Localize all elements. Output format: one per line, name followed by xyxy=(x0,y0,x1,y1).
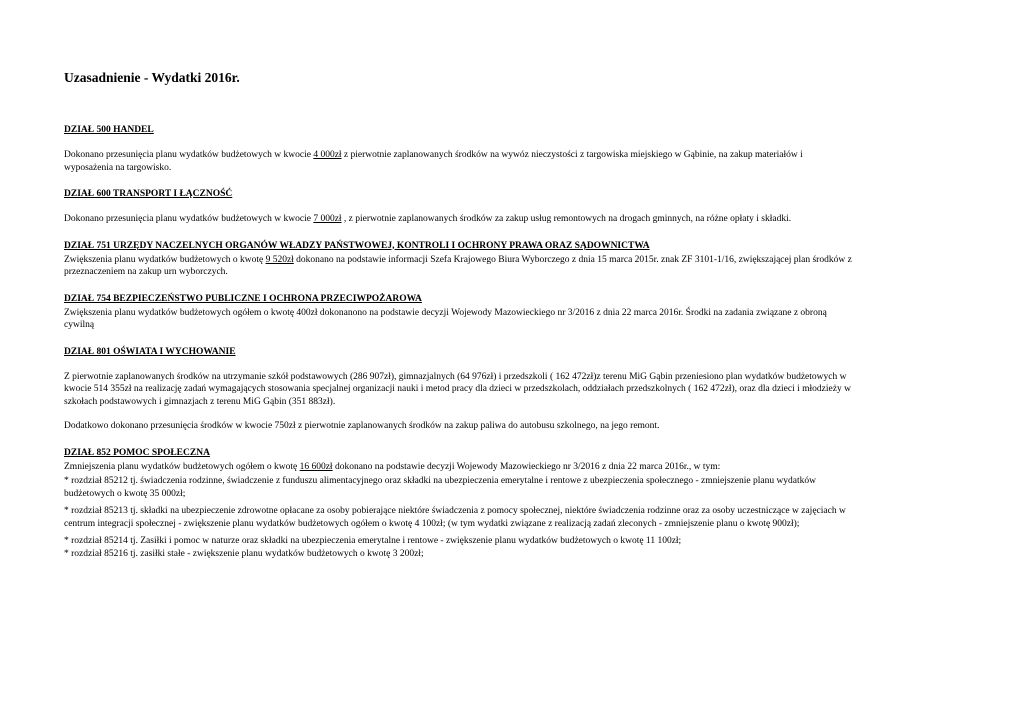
document-page xyxy=(64,70,854,560)
list-item: * rozdział 85214 tj. Zasiłki i pomoc w naturze oraz składki na ubezpieczenia emerytalne i rentowe - zwiększenie planu wydatków budżetowych o kwotę 11 100zł; xyxy=(64,536,682,546)
section-paragraph: Zwiększenia planu wydatków budżetowych ogółem o kwotę 400zł dokonanono na podstawie decyzji Wojewody Mazowieckiego nr 3/2016 z dnia 22 marca 2016r. Środki na zadania związane z obroną cywilną xyxy=(64,307,827,330)
amount: 7 000zł xyxy=(313,214,342,224)
section-500 xyxy=(64,124,854,174)
section-heading-754: DZIAŁ 754 BEZPIECZEŃSTWO PUBLICZNE I OCHRONA PRZECIWPOŻAROWA xyxy=(64,293,422,304)
list-item: * rozdział 85212 tj. świadczenia rodzinne, świadczenie z funduszu alimentacyjnego oraz składki na ubezpieczenia emerytalne i rentowe z ubezpieczenia społecznego - zmniejszenie planu wydatków budżetowych o kwotę 35 000zł; xyxy=(64,476,817,499)
section-heading-801: DZIAŁ 801 OŚWIATA I WYCHOWANIE xyxy=(64,346,236,357)
section-754 xyxy=(64,293,854,332)
section-paragraph: Z pierwotnie zaplanowanych środków na utrzymanie szkół podstawowych (286 907zł), gimnazjalnych (64 976zł) i przedszkoli ( 162 472zł)z terenu MiG Gąbin przeniesiono plan wydatków budżetowych w kwocie 514 355zł na realizację zadań wymagających stosowania specjalnej organizacji nauki i metod pracy dla dzieci w przedszkolach, oddziałach przedszkolnych ( 162 472zł), oraz dla dzieci i młodzieży w szkołach podstawowych i gimnazjach z terenu MiG Gąbin (351 883zł). xyxy=(64,371,851,407)
document-title: Uzasadnienie - Wydatki 2016r. xyxy=(64,70,240,85)
section-801 xyxy=(64,346,854,433)
text-segment: Zmniejszenia planu wydatków budżetowych ogółem o kwotę xyxy=(64,461,300,472)
list-item: * rozdział 85213 tj. składki na ubezpieczenie zdrowotne opłacane za osoby pobierające niektóre świadczenia z pomocy społecznej, niektóre świadczenia rodzinne oraz za osoby uczestniczące w zajęciach w centrum integracji społecznej - zwiększenie planu wydatków budżetowych ogółem o kwotę 4 100zł; (w tym wydatki związane z realizacją zadań zleconych - zmniejszenie planu o kwotę 900zł); xyxy=(64,506,846,529)
amount: 9 520zł xyxy=(265,254,294,265)
text-segment: dokonano na podstawie decyzji Wojewody Mazowieckiego nr 3/2016 z dnia 22 marca 2016r., w tym: xyxy=(332,461,721,472)
section-751 xyxy=(64,240,854,279)
section-600 xyxy=(64,188,854,226)
section-heading-751: DZIAŁ 751 URZĘDY NACZELNYCH ORGANÓW WŁADZY PAŃSTWOWEJ, KONTROLI I OCHRONY PRAWA ORAZ SĄDOWNICTWA xyxy=(64,240,650,251)
section-paragraph xyxy=(64,254,854,279)
amount: 4 000zł xyxy=(313,150,342,160)
amount: 16 600zł xyxy=(299,461,333,472)
section-heading-500: DZIAŁ 500 HANDEL xyxy=(64,125,154,135)
section-852 xyxy=(64,447,854,561)
text-segment: dokonano na podstawie informacji Szefa Krajowego Biura Wyborczego z dnia 15 marca 2015r. znak ZF 3101-1/16, zwiększającej plan środków z przeznaczeniem na zakup urn wyborczych. xyxy=(64,254,852,277)
text-segment: z pierwotnie zaplanowanych środków na wywóz nieczystości z targowiska miejskiego w Gąbinie, na zakup materiałów i wyposażenia na targowisko. xyxy=(64,150,803,173)
section-paragraph xyxy=(64,149,854,174)
text-segment: Dokonano przesunięcia planu wydatków budżetowych w kwocie xyxy=(64,214,314,224)
text-segment: , z pierwotnie zaplanowanych środków za zakup usług remontowych na drogach gminnych, na różne opłaty i składki. xyxy=(341,214,792,224)
section-heading-600: DZIAŁ 600 TRANSPORT I ŁĄCZNOŚĆ xyxy=(64,189,233,199)
section-heading-852: DZIAŁ 852 POMOC SPOŁECZNA xyxy=(64,447,210,458)
section-paragraph xyxy=(64,461,854,474)
section-paragraph: Dodatkowo dokonano przesunięcia środków w kwocie 750zł z pierwotnie zaplanowanych środków na zakup paliwa do autobusu szkolnego, na jego remont. xyxy=(64,421,660,431)
text-segment: Dokonano przesunięcia planu wydatków budżetowych w kwocie xyxy=(64,150,314,160)
text-segment: Zwiększenia planu wydatków budżetowych o kwotę xyxy=(64,254,266,265)
section-paragraph xyxy=(64,213,854,226)
list-item: * rozdział 85216 tj. zasiłki stałe - zwiększenie planu wydatków budżetowych o kwotę 3 200zł; xyxy=(64,548,424,559)
